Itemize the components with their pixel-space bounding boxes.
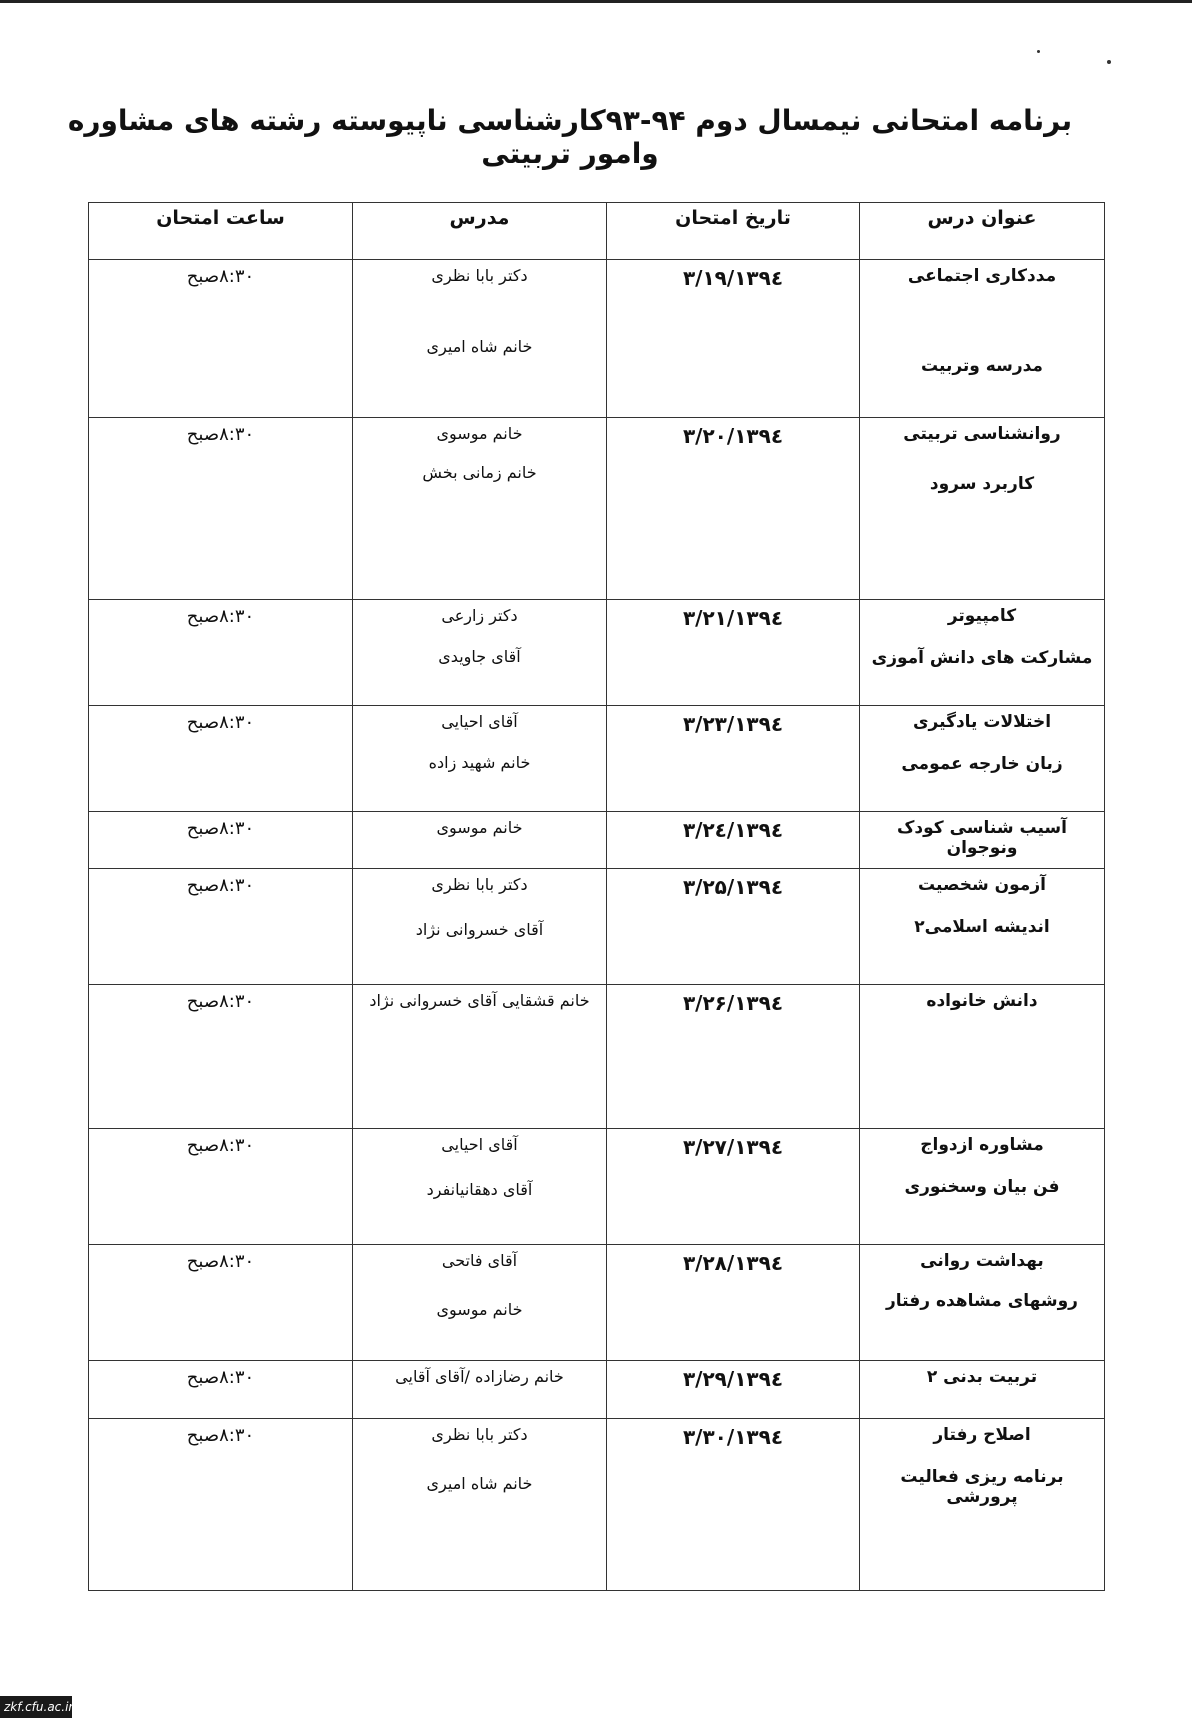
course-title: آسیب شناسی کودک ونوجوان (897, 818, 1067, 858)
date-cell (607, 985, 860, 1129)
page-title: برنامه امتحانی نیمسال دوم ۹۴-۹۳کارشناسی ناپیوسته رشته های مشاوره وامور تربیتی (67, 104, 1073, 170)
date-cell (607, 869, 860, 985)
teacher-cell (353, 869, 607, 985)
course-title: برنامه ریزی فعالیت پرورشی (900, 1467, 1064, 1507)
exam-date: ۱۳۹٤/۳/۲۱ (682, 606, 784, 630)
exam-time: ۸:۳۰صبح (186, 1135, 255, 1156)
teacher-cell (353, 418, 607, 600)
course-cell (860, 260, 1105, 418)
table-row (89, 260, 1105, 418)
exam-time: ۸:۳۰صبح (186, 606, 255, 627)
teacher-name: آقای فاتحی (441, 1251, 518, 1270)
teacher-name: خانم موسوی (436, 424, 523, 443)
exam-date: ۱۳۹٤/۳/۱۹ (682, 266, 784, 290)
course-title: روشهای مشاهده رفتار (886, 1291, 1078, 1311)
teacher-cell (353, 1419, 607, 1591)
table-row (89, 812, 1105, 869)
time-cell (89, 1419, 353, 1591)
teacher-name: دکتر بابا نظری (431, 266, 528, 285)
scan-speck (1107, 60, 1111, 64)
course-title: کاربرد سرود (929, 474, 1035, 494)
date-cell (607, 1129, 860, 1245)
table-row (89, 706, 1105, 812)
course-title: مشاوره ازدواج (920, 1135, 1044, 1155)
time-cell (89, 812, 353, 869)
exam-time: ۸:۳۰صبح (186, 875, 255, 896)
table-row (89, 869, 1105, 985)
course-title: اندیشه اسلامی۲ (914, 917, 1050, 937)
teacher-name: آقای خسروانی نژاد (415, 920, 544, 939)
table-row (89, 600, 1105, 706)
date-cell (607, 418, 860, 600)
teacher-name: آقای احیایی (441, 1135, 518, 1154)
teacher-name: خانم شاه امیری (426, 337, 533, 356)
teacher-cell (353, 812, 607, 869)
course-title: اصلاح رفتار (933, 1425, 1031, 1445)
exam-time: ۸:۳۰صبح (186, 818, 255, 839)
teacher-name: دکتر زارعی (441, 606, 518, 625)
course-title: مشارکت های دانش آموزی (871, 648, 1093, 668)
exam-time: ۸:۳۰صبح (186, 266, 255, 287)
exam-date: ۱۳۹٤/۳/۲۳ (682, 712, 784, 736)
exam-time: ۸:۳۰صبح (186, 712, 255, 733)
time-cell (89, 1361, 353, 1419)
time-cell (89, 260, 353, 418)
teacher-name: آقای احیایی (441, 712, 518, 731)
course-cell (860, 706, 1105, 812)
exam-time: ۸:۳۰صبح (186, 991, 255, 1012)
course-cell (860, 1129, 1105, 1245)
teacher-name: خانم زمانی بخش (422, 463, 537, 482)
course-title: مدرسه وتربیت (921, 356, 1043, 376)
teacher-name: خانم موسوی (436, 818, 523, 837)
teacher-cell (353, 1245, 607, 1361)
course-cell (860, 869, 1105, 985)
table-header-row (89, 203, 1105, 260)
date-cell (607, 1419, 860, 1591)
exam-date: ۱۳۹٤/۳/۲۶ (682, 991, 784, 1015)
course-cell (860, 418, 1105, 600)
teacher-name: دکتر بابا نظری (431, 1425, 528, 1444)
table-row (89, 1245, 1105, 1361)
course-title: روانشناسی تربیتی (903, 424, 1061, 444)
course-cell (860, 985, 1105, 1129)
date-cell (607, 260, 860, 418)
course-title: دانش خانواده (926, 991, 1038, 1011)
course-title: کامپیوتر (947, 606, 1017, 626)
time-cell (89, 985, 353, 1129)
teacher-name: دکتر بابا نظری (431, 875, 528, 894)
teacher-cell (353, 1361, 607, 1419)
exam-schedule-table (88, 202, 1105, 1591)
exam-date: ۱۳۹٤/۳/۲۹ (682, 1367, 784, 1391)
exam-time: ۸:۳۰صبح (186, 1251, 255, 1272)
time-cell (89, 418, 353, 600)
course-cell (860, 812, 1105, 869)
course-title: تربیت بدنی ۲ (926, 1367, 1038, 1387)
teacher-name: آقای دهقانیانفرد (426, 1180, 533, 1199)
header-teacher: مدرس (353, 203, 607, 260)
date-cell (607, 600, 860, 706)
teacher-name: خانم قشقایی آقای خسروانی نژاد (369, 991, 590, 1010)
header-date: تاریخ امتحان (607, 203, 860, 260)
scan-border (0, 0, 1192, 3)
teacher-cell (353, 985, 607, 1129)
teacher-cell (353, 600, 607, 706)
teacher-name: خانم شهید زاده (428, 753, 531, 772)
teacher-name: خانم موسوی (436, 1300, 523, 1319)
exam-date: ۱۳۹٤/۳/۲۵ (682, 875, 784, 899)
footer-watermark: zkf.cfu.ac.ir (0, 1696, 72, 1718)
time-cell (89, 1129, 353, 1245)
date-cell (607, 812, 860, 869)
teacher-name: خانم شاه امیری (426, 1474, 533, 1493)
exam-time: ۸:۳۰صبح (186, 1425, 255, 1446)
exam-date: ۱۳۹٤/۳/۳۰ (682, 1425, 784, 1449)
course-cell (860, 1419, 1105, 1591)
time-cell (89, 706, 353, 812)
course-title: مددکاری اجتماعی (907, 266, 1057, 286)
teacher-cell (353, 1129, 607, 1245)
teacher-name: خانم رضازاده /آقای آقایی (395, 1367, 564, 1386)
course-cell (860, 1361, 1105, 1419)
table-row (89, 1129, 1105, 1245)
exam-date: ۱۳۹٤/۳/۲۸ (682, 1251, 784, 1275)
teacher-cell (353, 260, 607, 418)
teacher-cell (353, 706, 607, 812)
teacher-name: آقای جاویدی (438, 647, 521, 666)
header-course: عنوان درس (860, 203, 1105, 260)
course-title: اختلالات یادگیری (912, 712, 1052, 732)
time-cell (89, 1245, 353, 1361)
date-cell (607, 1361, 860, 1419)
course-title: آزمون شخصیت (918, 875, 1046, 895)
course-cell (860, 1245, 1105, 1361)
table-row (89, 1419, 1105, 1591)
date-cell (607, 1245, 860, 1361)
course-cell (860, 600, 1105, 706)
exam-date: ۱۳۹٤/۳/۲٤ (682, 818, 784, 842)
course-title: زبان خارجه عمومی (901, 754, 1063, 774)
table-row (89, 1361, 1105, 1419)
course-title: بهداشت روانی (920, 1251, 1044, 1271)
exam-date: ۱۳۹٤/۳/۲۰ (682, 424, 784, 448)
course-title: فن بیان وسخنوری (904, 1177, 1060, 1197)
table-row (89, 418, 1105, 600)
exam-time: ۸:۳۰صبح (186, 424, 255, 445)
time-cell (89, 600, 353, 706)
exam-time: ۸:۳۰صبح (186, 1367, 255, 1388)
table-row (89, 985, 1105, 1129)
date-cell (607, 706, 860, 812)
header-time: ساعت امتحان (89, 203, 353, 260)
scan-speck (1037, 50, 1040, 53)
time-cell (89, 869, 353, 985)
exam-date: ۱۳۹٤/۳/۲۷ (682, 1135, 784, 1159)
